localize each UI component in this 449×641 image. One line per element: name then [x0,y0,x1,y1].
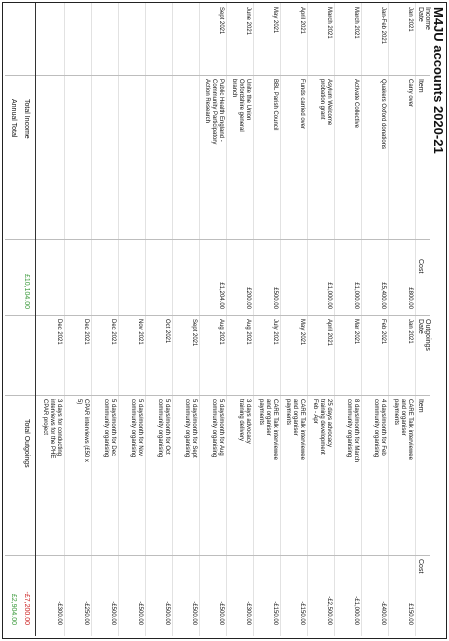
totals-divider [35,3,36,636]
table-row [388,3,416,636]
income-cost: £500.00 [272,287,278,309]
outgoing-cost: -£400.00 [380,601,386,625]
outgoing-date: Dec 2021 [110,319,116,345]
income-item: Carry over [407,79,413,108]
outgoing-item: CPAR interviews (£50 x [83,399,89,462]
outgoing-date: Nov 2021 [137,319,143,345]
outgoing-item: 8 days/month for March [353,399,359,463]
income-cost: £200.00 [245,287,251,309]
column-divider [5,555,430,556]
income-section-label: Income [424,7,431,30]
outgoing-date: Jan 2021 [407,319,413,344]
outgoing-item: community organising [211,399,217,458]
outgoing-date: April 2021 [326,319,332,347]
income-item: Community Participatory [211,79,217,145]
outgoing-item: CARE Talk interviewee [407,399,413,460]
page-title: M4JU accounts 2020-21 [431,7,446,154]
income-date: March 2021 [353,7,359,39]
header-date-outgoings: Date [417,319,424,334]
income-date: May 2021 [272,7,278,34]
table-row [118,3,146,636]
income-date: March 2021 [326,7,332,39]
table-row [226,3,254,636]
income-item: Action Research [204,79,210,124]
document-page [2,2,447,639]
total-outgoings-label: Total Outgoings [23,419,30,468]
outgoing-date: Dec 2021 [83,319,89,345]
income-item: Activate Collective [353,79,359,129]
outgoing-cost: -£1,000.00 [353,596,359,625]
outgoing-cost: -£500.00 [137,601,143,625]
income-item: Quakers Oxford donations [380,79,386,150]
outgoing-cost: -£150.00 [299,601,305,625]
income-cost: £5,400.00 [380,282,386,309]
outgoing-cost: -£250.00 [83,601,89,625]
income-item: Oxfordshire general [238,79,244,132]
annual-total-value: £2,904.00 [10,593,17,625]
income-item: branch [231,79,237,98]
table-row [361,3,389,636]
table-row [145,3,173,636]
outgoing-item: 3 days for conducting [56,399,62,457]
outgoing-item: 3 days advocacy [245,399,251,444]
column-divider [5,75,430,76]
table-row [199,3,227,636]
income-item: Public Health England - [218,79,224,142]
table-row [307,3,335,636]
table-row [280,3,308,636]
outgoing-item: training delivery [238,399,244,442]
income-item: Unite the Union [245,79,251,121]
header-item-outgoings: Item [417,399,424,413]
outgoing-date: July 2021 [272,319,278,345]
outgoing-item: payments [258,399,264,426]
outgoing-date: Dec 2021 [56,319,62,345]
outgoing-cost: -£2,500.00 [326,596,332,625]
column-divider [5,239,430,240]
outgoing-item: CPAR project [42,399,48,435]
outgoing-item: 5 days/month for Oct [164,399,170,455]
income-item: Asylum Welcome [326,79,332,126]
outgoing-cost: -£500.00 [110,601,116,625]
outgoing-item: community organising [103,399,109,458]
header-item-income: Item [417,79,424,93]
table-row [253,3,281,636]
total-income-value: £10,104.00 [23,273,30,309]
outgoing-date: Aug 2021 [218,319,224,345]
accounts-sheet [5,3,446,636]
income-date: Jan 2021 [407,7,413,32]
outgoing-item: payments [285,399,291,426]
outgoing-date: Mar 2021 [353,319,359,345]
outgoing-cost: -£300.00 [245,601,251,625]
income-cost: £1,000.00 [353,282,359,309]
outgoing-item: 5) [76,399,82,405]
outgoing-item: 25 days advocacy [326,399,332,448]
outgoing-item: payments [393,399,399,426]
outgoing-date: Sept 2021 [191,319,197,347]
outgoing-item: and organiser [265,399,271,436]
income-cost: £1,000.00 [326,282,332,309]
annual-total-label: Annual Total [10,99,17,138]
outgoing-cost: -£500.00 [218,601,224,625]
outgoing-item: CARE Talk interviewee [299,399,305,460]
outgoing-cost: -£500.00 [164,601,170,625]
total-income-label: Total Income [23,99,30,139]
outgoing-item: community organising [373,399,379,458]
income-date: Jan-Feb 2021 [380,7,386,45]
table-row [64,3,92,636]
income-item: Funds carried over [299,79,305,130]
outgoing-date: Feb 2021 [380,319,386,345]
outgoing-cost: -£300.00 [56,601,62,625]
outgoing-date: Aug 2021 [245,319,251,345]
table-row [37,3,65,636]
income-date: April 2021 [299,7,305,35]
table-row [172,3,200,636]
outgoing-item: Feb - Apr [312,399,318,424]
outgoing-item: 5 days/month for Dec [110,399,116,457]
header-cost-income: Cost [417,259,424,274]
outgoing-item: community organising [184,399,190,458]
column-divider [5,315,430,316]
outgoing-item: 4 days/month for Feb [380,399,386,456]
income-date: June 2021 [245,7,251,36]
table-row [334,3,362,636]
outgoing-date: May 2021 [299,319,305,346]
total-outgoings-value: -£7,200.00 [23,591,30,625]
outgoing-cost: -£500.00 [191,601,197,625]
outgoing-item: and organiser [400,399,406,436]
outgoing-date: Oct 2021 [164,319,170,344]
outgoing-item: community organising [130,399,136,458]
outgoing-cost: -£150.00 [272,601,278,625]
table-row [91,3,119,636]
outgoing-item: interviews for the PHE [49,399,55,459]
column-divider [5,395,430,396]
header-cost-outgoings: Cost [417,559,424,574]
header-date-income: Date [417,7,424,22]
outgoing-item: 5 days/month for Aug [218,399,224,456]
income-item: BBL Parish Council [272,79,278,131]
outgoing-item: community organising [157,399,163,458]
outgoing-cost: £150.00 [407,603,413,625]
outgoing-item: 5 days/month for Nov [137,399,143,457]
income-item: probation grant [319,79,325,120]
income-cost: £800.00 [407,287,413,309]
income-date: Sept 2021 [218,7,224,35]
outgoings-section-label: Outgoings [424,319,431,351]
income-cost: £1,204.00 [218,282,224,309]
outgoing-item: training development [319,399,325,455]
outgoing-item: CARE Talk interviewee [272,399,278,460]
outgoing-item: community organising [346,399,352,458]
outgoing-item: and organiser [292,399,298,436]
outgoing-item: 5 days/month for Sept [191,399,197,458]
